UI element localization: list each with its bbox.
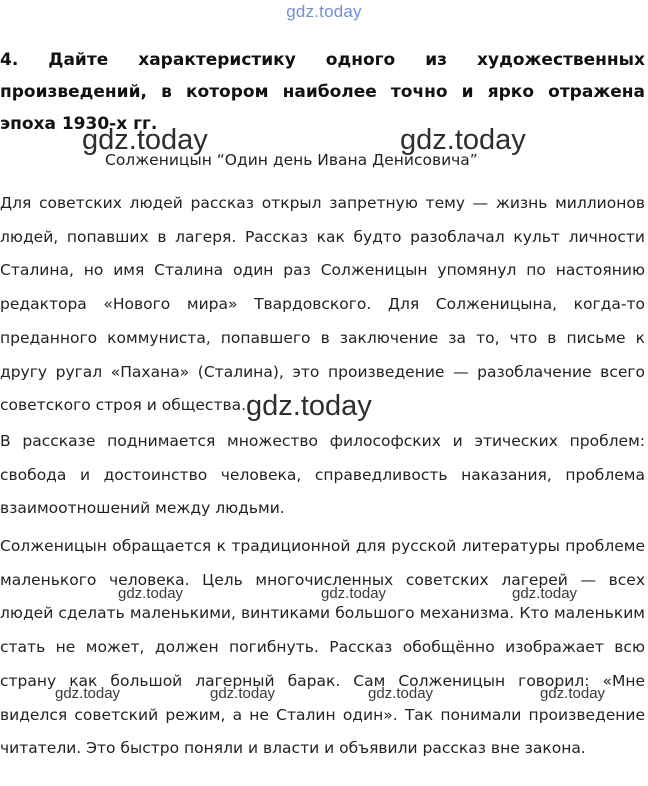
answer-paragraph-3: Солженицын обращается к традиционной для русской литературы проблеме маленького человека. Цель многочисленных советских лагерей — всех людей сделать маленькими, винтиками большого механизма. Кто маленьким стать не может, должен погибнуть. Рассказ обобщённо изображает всю страну как большой лагерный барак. Сам Солженицын говорил: «Мне виделся советский режим, а не Сталин один». Так понимали произведение читатели. Это быстро поняли и власти и объявили рассказ вне закона. — [0, 537, 645, 758]
watermark: gdz.today — [246, 390, 372, 422]
watermark: gdz.today — [368, 685, 434, 702]
question-heading: 4. Дайте характеристику одного из художественных произведений, в котором наиболее точно и ярко отражена эпоха 1930-х гг. — [0, 50, 645, 134]
site-logo[interactable]: gdz.today — [286, 2, 362, 21]
answer-paragraph-2: В рассказе поднимается множество философских и этических проблем: свобода и достоинство человека, справедливость наказания, проблема взаимоотношений между людьми. — [0, 432, 645, 518]
watermark: gdz.today — [118, 585, 184, 602]
work-title: Солженицын “Один день Ивана Денисовича” — [105, 151, 478, 169]
watermark: gdz.today — [210, 685, 276, 702]
answer-paragraph-1: Для советских людей рассказ открыл запретную тему — жизнь миллионов людей, попавших в лагеря. Рассказ как будто разоблачал культ личности Сталина, но имя Сталина один раз Солженицын упомянул по настоянию редактора «Нового мира» Твардовского. Для Солженицына, когда-то преданного коммуниста, попавшего в заключение за то, что в письме к другу ругал «Пахана» (Сталина), это произведение — разоблачение всего советского строя и общества. — [0, 194, 645, 415]
watermark: gdz.today — [321, 585, 387, 602]
watermark: gdz.today — [82, 124, 208, 156]
watermark: gdz.today — [540, 685, 606, 702]
watermark: gdz.today — [55, 685, 121, 702]
watermark: gdz.today — [512, 585, 578, 602]
watermark: gdz.today — [400, 124, 526, 156]
